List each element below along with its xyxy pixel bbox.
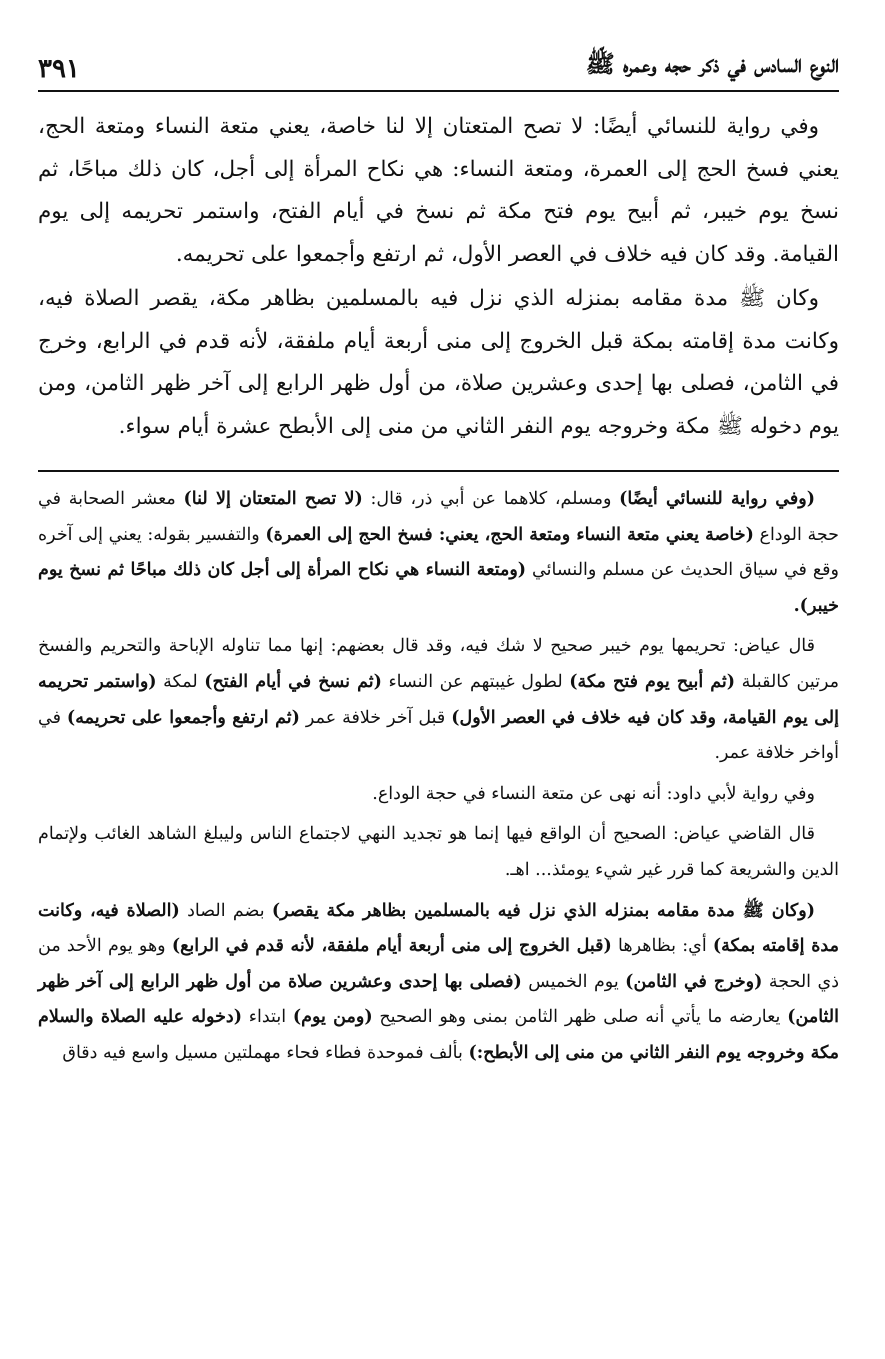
commentary-text: ومسلم، كلاهما عن أبي ذر، قال:	[362, 489, 620, 509]
quoted-matn-text: (خاصة يعني متعة النساء ومتعة الحج، يعني: فسخ الحج إلى العمرة)	[265, 524, 754, 545]
commentary-text: لطول غيبتهم عن النساء	[381, 671, 570, 692]
commentary-paragraph	[38, 629, 839, 771]
quoted-matn-text: (قبل الخروج إلى منى أربعة أيام ملفقة، لأنه قدم في الرابع)	[171, 936, 612, 957]
commentary-text: وهو يوم الأحد من ذي الحجة	[38, 936, 839, 992]
commentary-text: لمكة	[156, 671, 205, 692]
commentary-paragraph	[38, 817, 839, 888]
commentary-text: معشر الصحابة في حجة الوداع	[38, 489, 839, 545]
footnote-divider	[38, 470, 839, 472]
running-title: النوع السادس في ذكر حجه وعمره ﷺ	[585, 49, 839, 78]
quoted-matn-text: (دخوله عليه الصلاة والسلام مكة وخروجه يوم النفر الثاني من منى إلى الأبطح:)	[38, 1007, 839, 1063]
quoted-matn-text: (وخرج في الثامن)	[625, 971, 763, 992]
commentary-text: أي: بظاهرها	[611, 936, 713, 957]
commentary-text: قال القاضي عياض: الصحيح أن الواقع فيها إنما هو تجديد النهي لاجتماع الناس وليبلغ الشاهد الغائب ولإتمام الدين والشريعة كما قرر غير شيء يومئذ... اهـ.	[38, 824, 839, 880]
quoted-matn-text: (وفي رواية للنسائي أيضًا)	[619, 489, 815, 509]
commentary-paragraph	[38, 482, 839, 624]
commentary-paragraph	[38, 894, 839, 1072]
commentary-text: ابتداء	[241, 1007, 293, 1028]
commentary	[38, 482, 839, 1072]
commentary-paragraph	[38, 777, 839, 813]
commentary-text: قبل آخر خلافة عمر	[299, 707, 452, 728]
commentary-text: قال عياض: تحريمها يوم خيبر صحيح لا شك فيه، وقد قال بعضهم: إنها مما تناوله الإباحة والتحريم والفسخ مرتين كالقبلة	[38, 636, 839, 692]
main-paragraph: وفي رواية للنسائي أيضًا: لا تصح المتعتان إلا لنا خاصة، يعني متعة النساء ومتعة الحج، يعني فسخ الحج إلى العمرة، ومتعة النساء: هي نكاح المرأة إلى أجل، كان ذلك مباحًا، ثم نسخ يوم خيبر، ثم أبيح يوم فتح مكة ثم نسخ في أيام الفتح، واستمر تحريمه إلى يوم القيامة. وقد كان فيه خلاف في العصر الأول، ثم ارتفع وأجمعوا على تحريمه.	[38, 114, 839, 267]
commentary-text: يوم الخميس	[521, 971, 626, 992]
quoted-matn-text: (ثم ارتفع وأجمعوا على تحريمه)	[66, 707, 300, 728]
quoted-matn-text: (فصلى بها إحدى وعشرين صلاة من أول ظهر الرابع إلى آخر ظهر الثامن)	[38, 971, 840, 1028]
quoted-matn-text: (وكان ﷺ مدة مقامه بمنزله الذي نزل فيه بالمسلمين بظاهر مكة يقصر)	[271, 900, 815, 921]
commentary-text: بضم الصاد	[179, 900, 272, 921]
commentary-text: وفي رواية لأبي داود: أنه نهى عن متعة النساء في حجة الوداع.	[372, 783, 815, 804]
quoted-matn-text: (واستمر تحريمه إلى يوم القيامة، وقد كان فيه خلاف في العصر الأول)	[38, 671, 839, 728]
main-paragraph: وكان ﷺ مدة مقامه بمنزله الذي نزل فيه بالمسلمين بظاهر مكة، يقصر الصلاة فيه، وكانت مدة إقامته بمكة قبل الخروج إلى منى أربعة أيام ملفقة، لأنه قدم في الرابع، وخرج في الثامن، فصلى بها إحدى وعشرين صلاة، من أول ظهر الرابع إلى آخر ظهر الثامن، ومن يوم دخوله ﷺ مكة وخروجه يوم النفر الثاني من منى إلى الأبطح عشرة أيام سواء.	[38, 286, 839, 439]
quoted-matn-text: (الصلاة فيه، وكانت مدة إقامته بمكة)	[38, 900, 839, 957]
quoted-matn-text: (ثم أبيح يوم فتح مكة)	[569, 671, 736, 692]
page-number: ٣٩١	[38, 54, 80, 84]
running-header	[38, 48, 839, 92]
commentary-text: في أواخر خلافة عمر.	[38, 707, 839, 764]
quoted-matn-text: (ثم نسخ في أيام الفتح)	[204, 671, 382, 692]
commentary-text: بألف فموحدة فطاء فحاء مهملتين مسيل واسع فيه دقاق	[62, 1042, 469, 1063]
commentary-text: يعارضه ما يأتي أنه صلى ظهر الثامن بمنى وهو الصحيح	[372, 1007, 788, 1028]
commentary-text: والتفسير بقوله: يعني إلى آخره وقع في سياق الحديث عن مسلم والنسائي	[38, 524, 839, 581]
main-text	[38, 106, 839, 448]
quoted-matn-text: (لا تصح المتعتان إلا لنا)	[183, 489, 363, 509]
quoted-matn-text: (ومن يوم)	[292, 1007, 373, 1028]
quoted-matn-text: (ومتعة النساء هي نكاح المرأة إلى أجل كان ذلك مباحًا ثم نسخ يوم خيبر).	[38, 560, 839, 616]
